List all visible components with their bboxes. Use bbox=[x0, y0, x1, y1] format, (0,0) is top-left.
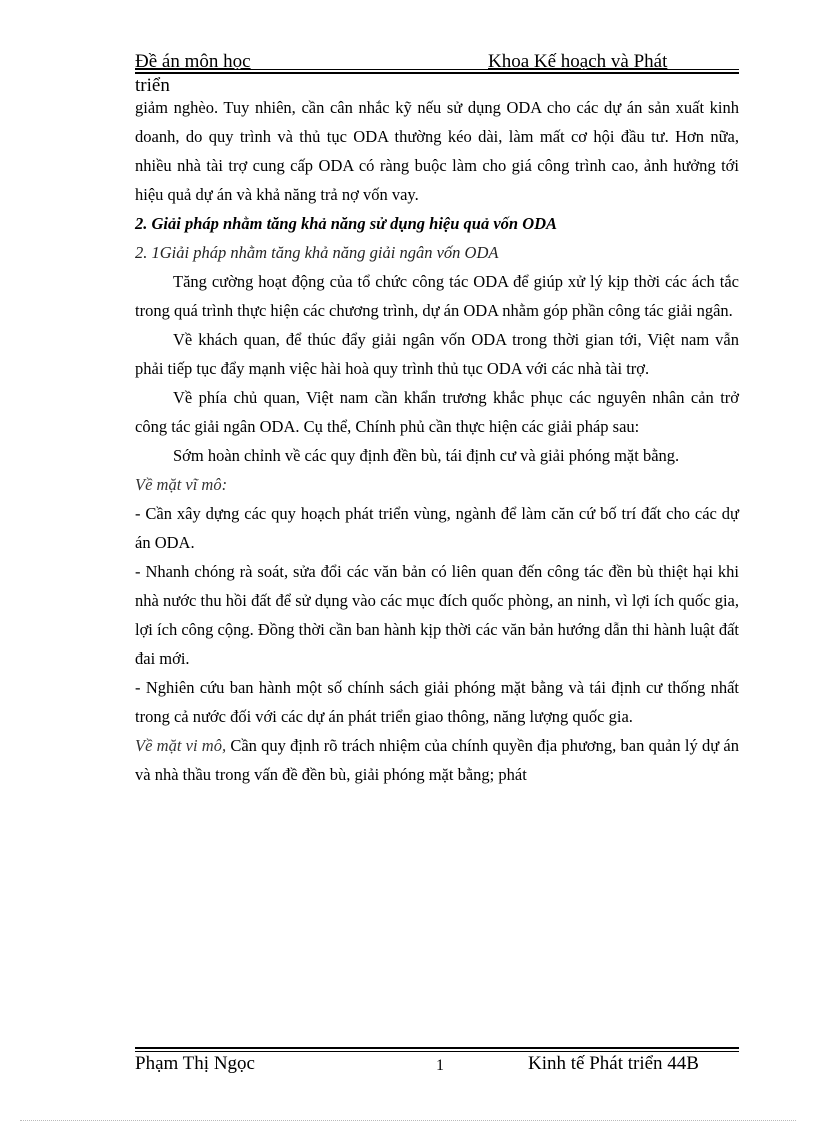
header-wrap-text: triển bbox=[135, 75, 170, 96]
subsection-heading: 2. 1Giải pháp nhằm tăng khả năng giải ngân vốn ODA bbox=[135, 243, 499, 262]
header-left-title: Đề án môn học bbox=[135, 51, 251, 72]
paragraph-micro bbox=[135, 731, 739, 789]
footer-rule-top bbox=[135, 1047, 739, 1049]
paragraph-subjective: Về phía chủ quan, Việt nam cần khẩn trương khắc phục các nguyên nhân cản trở công tác giải ngân ODA. Cụ thể, Chính phủ cần thực hiện các giải pháp sau: bbox=[135, 388, 739, 436]
footer-author: Phạm Thị Ngọc bbox=[135, 1053, 255, 1074]
footer-page-number: 1 bbox=[436, 1057, 444, 1074]
page-edge-dotted-line bbox=[20, 1120, 796, 1121]
micro-text: Cần quy định rõ trách nhiệm của chính quyền địa phương, ban quản lý dự án và nhà thầu trong vấn đề đền bù, giải phóng mặt bằng; phát bbox=[135, 736, 739, 784]
section-heading: 2. Giải pháp nhằm tăng khả năng sử dụng hiệu quả vốn ODA bbox=[135, 214, 558, 233]
bullet-research: - Nghiên cứu ban hành một số chính sách giải phóng mặt bằng và tái định cư thống nhất trong cả nước đối với các dự án phát triển giao thông, năng lượng quốc gia. bbox=[135, 678, 739, 726]
footer-class: Kinh tế Phát triển 44B bbox=[528, 1053, 699, 1074]
paragraph-continuation: giảm nghèo. Tuy nhiên, cần cân nhắc kỹ nếu sử dụng ODA cho các dự án sản xuất kinh doanh, do quy trình và thủ tục ODA thường kéo dài, làm mất cơ hội đầu tư. Hơn nữa, nhiều nhà tài trợ cung cấp ODA có ràng buộc làm cho giá công trình cao, ảnh hưởng tới hiệu quả dự án và khả năng trả nợ vốn vay. bbox=[135, 98, 739, 204]
paragraph-objective: Về khách quan, để thúc đẩy giải ngân vốn ODA trong thời gian tới, Việt nam vẫn phải tiếp tục đẩy mạnh việc hài hoà quy trình thủ tục ODA với các nhà tài trợ. bbox=[135, 330, 739, 378]
bullet-planning: - Cần xây dựng các quy hoạch phát triển vùng, ngành để làm căn cứ bố trí đất cho các dự án ODA. bbox=[135, 504, 739, 552]
micro-label: Về mặt vi mô, bbox=[135, 736, 227, 755]
bullet-review: - Nhanh chóng rà soát, sửa đổi các văn bản có liên quan đến công tác đền bù thiệt hại khi nhà nước thu hồi đất để sử dụng vào các mục đích quốc phòng, an ninh, vì lợi ích quốc gia, lợi ích công cộng. Đồng thời cần ban hành kịp thời các văn bản hướng dẫn thi hành luật đất đai mới. bbox=[135, 562, 739, 668]
header-right-title: Khoa Kế hoạch và Phát bbox=[488, 51, 668, 72]
paragraph-compensation: Sớm hoàn chỉnh về các quy định đền bù, tái định cư và giải phóng mặt bằng. bbox=[173, 446, 680, 465]
paragraph-organization: Tăng cường hoạt động của tổ chức công tác ODA để giúp xử lý kịp thời các ách tắc trong quá trình thực hiện các chương trình, dự án ODA nhằm góp phần công tác giải ngân. bbox=[135, 272, 739, 320]
header-rule-bottom bbox=[135, 72, 739, 74]
header-rule-top bbox=[135, 69, 739, 70]
macro-label: Về mặt vĩ mô: bbox=[135, 475, 228, 494]
footer-rule-bottom bbox=[135, 1051, 739, 1052]
document-body bbox=[135, 93, 739, 789]
